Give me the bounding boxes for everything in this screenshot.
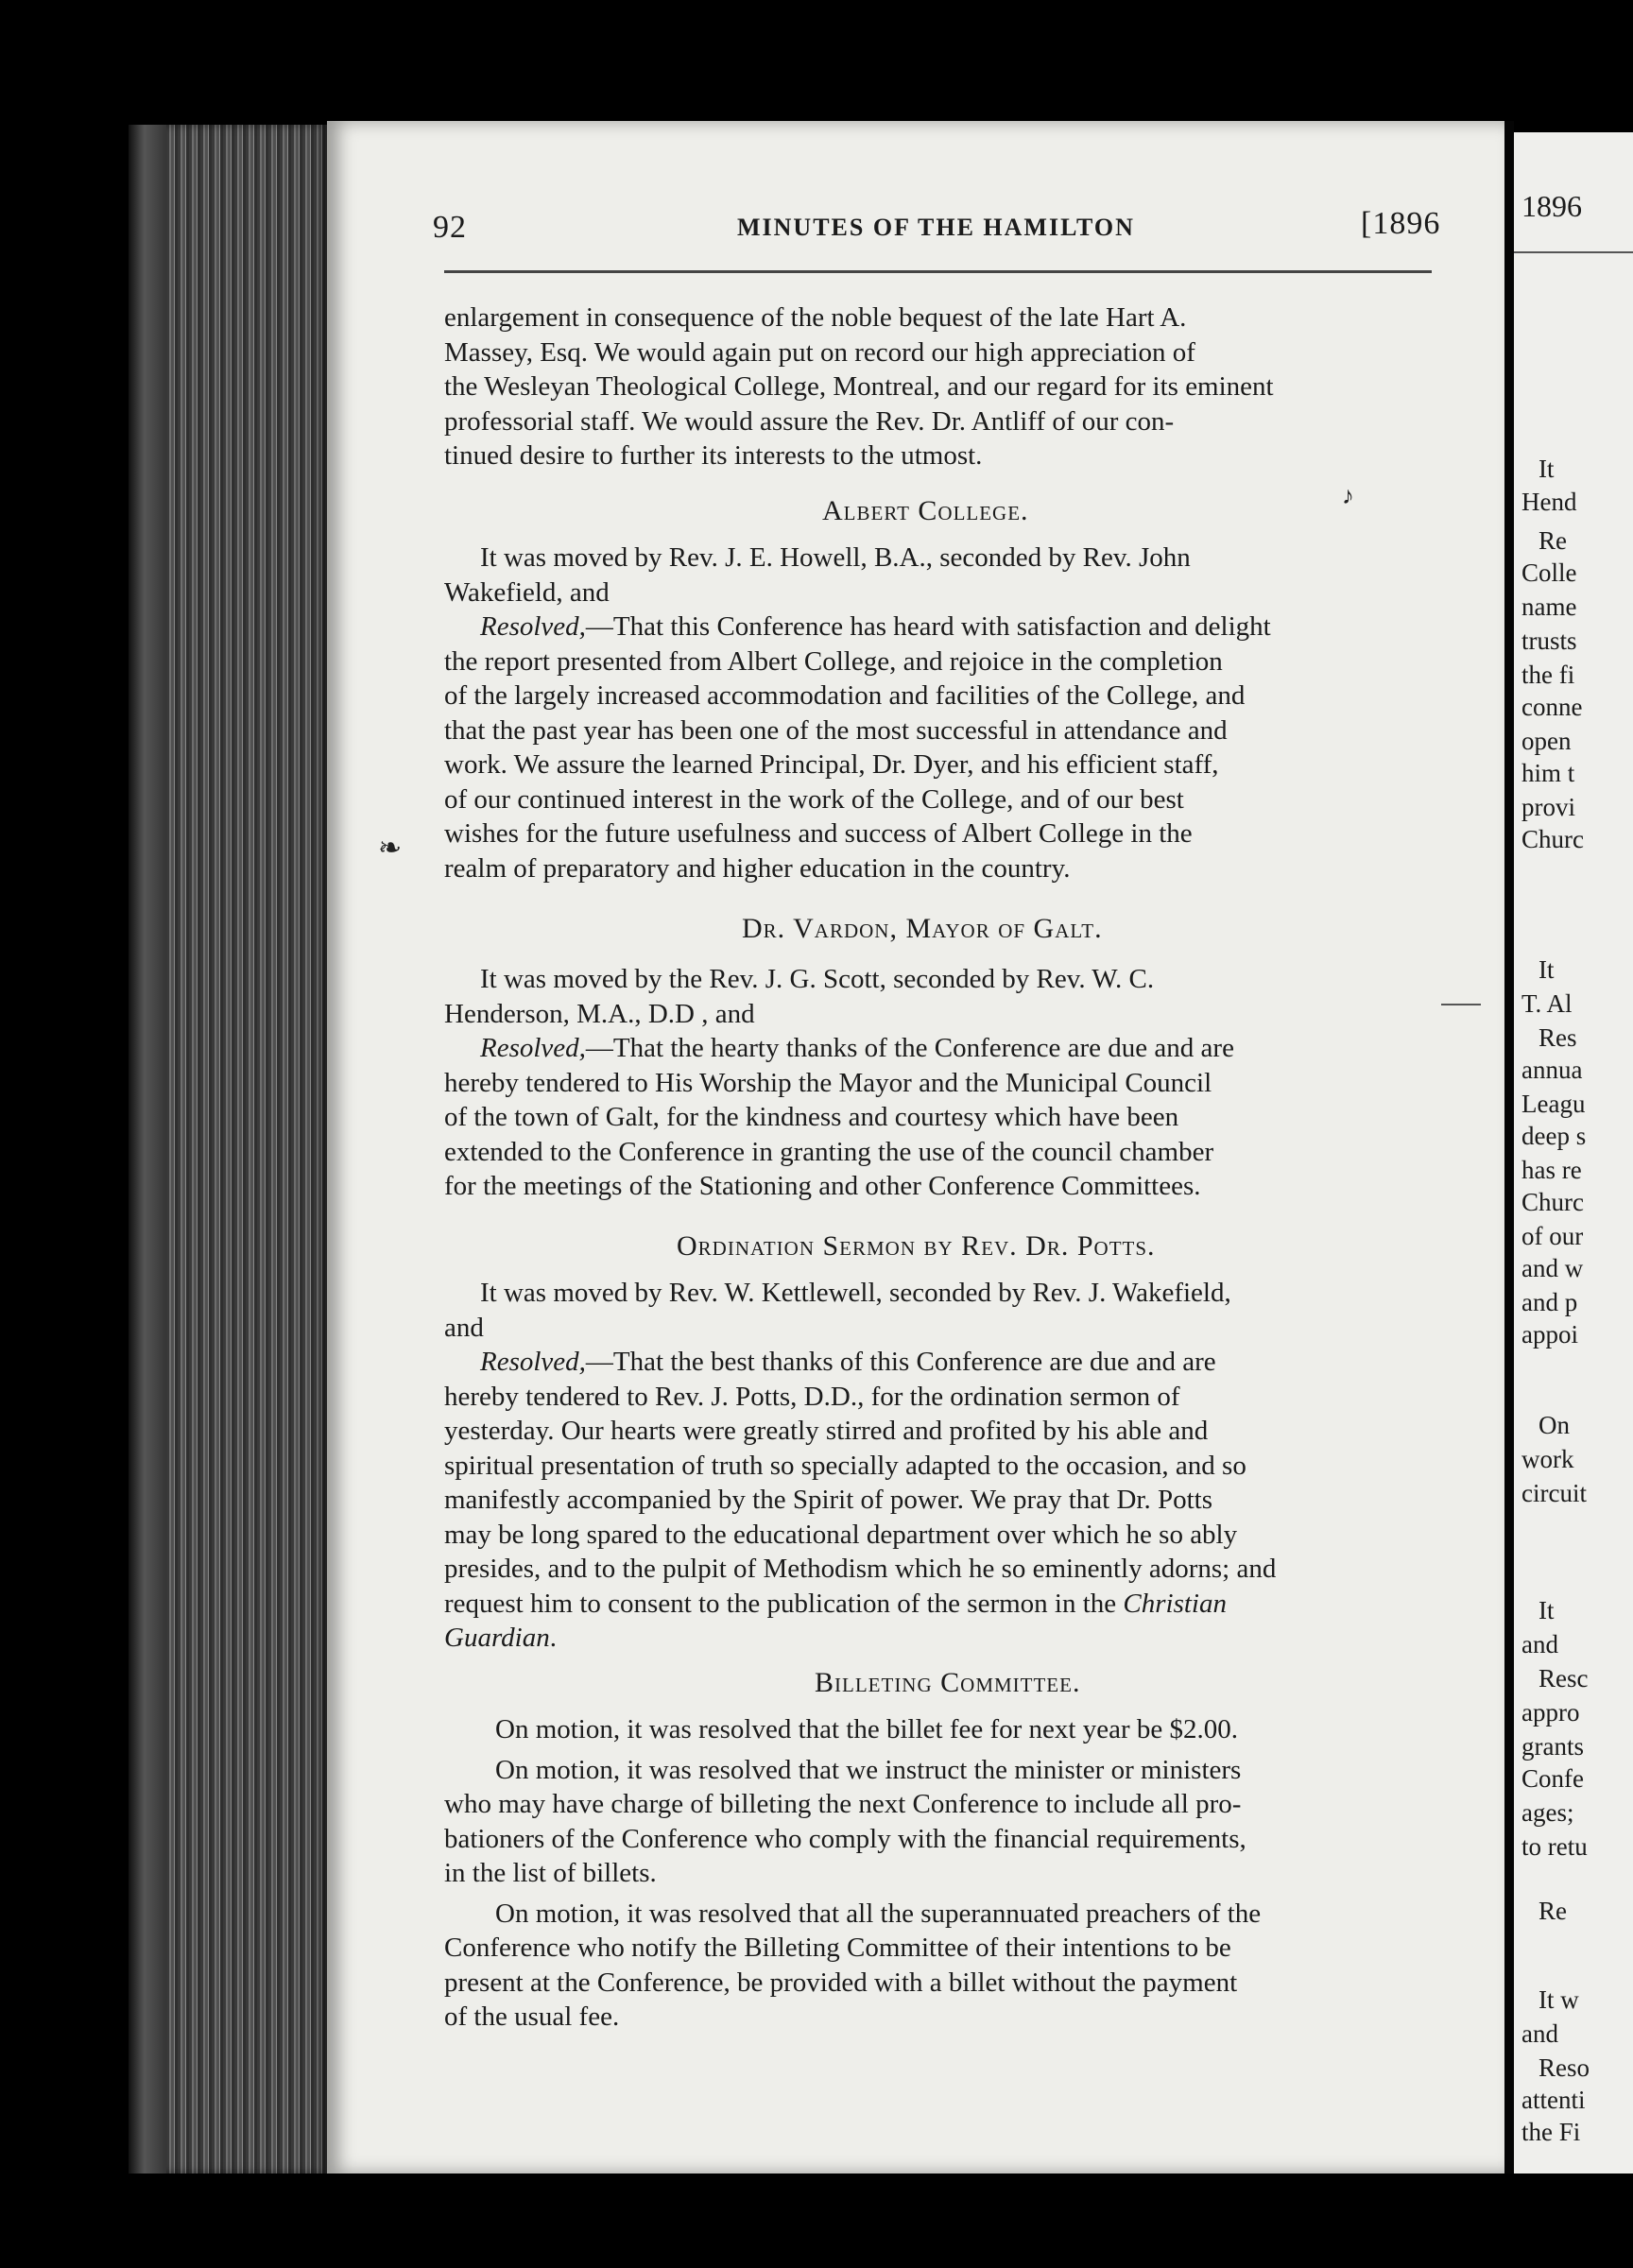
text-span: request him to consent to the publication of the sermon in the — [444, 1588, 1124, 1619]
resolved-text: —That this Conference has heard with satisfaction and delight — [585, 611, 1271, 642]
next-page-line: conne — [1521, 693, 1583, 721]
text-line: wishes for the future usefulness and success of Albert College in the — [444, 818, 1193, 849]
text-line: the Wesleyan Theological College, Montreal, and our regard for its eminent — [444, 371, 1274, 402]
margin-rule — [1441, 1004, 1481, 1005]
next-page-line: attenti — [1521, 2086, 1586, 2114]
resolved-line — [480, 610, 1271, 644]
text-line: of the town of Galt, for the kindness and courtesy which have been — [444, 1102, 1179, 1132]
next-page-line: Confe — [1521, 1764, 1584, 1793]
next-page-line: Churc — [1521, 825, 1584, 853]
next-page-line: On — [1538, 1411, 1570, 1439]
page-year: [1896 — [1361, 206, 1441, 241]
right-page-fragment — [1514, 132, 1633, 2174]
next-page-rule — [1514, 251, 1633, 253]
next-page-line: provi — [1521, 793, 1575, 821]
next-page-line: annua — [1521, 1056, 1583, 1084]
motion-line: Wakefield, and — [444, 576, 610, 608]
next-page-year: 1896 — [1521, 189, 1582, 223]
next-page-line: Re — [1538, 526, 1567, 555]
section-heading-billeting: Billeting Committee. — [815, 1667, 1081, 1698]
text-line: presides, and to the pulpit of Methodism which he so eminently adorns; and — [444, 1554, 1277, 1584]
text-line: of the usual fee. — [444, 2002, 620, 2032]
next-page-line: Re — [1538, 1897, 1567, 1925]
text-line: hereby tendered to Rev. J. Potts, D.D., for the ordination sermon of — [444, 1381, 1180, 1412]
text-line: for the meetings of the Stationing and other Conference Committees. — [444, 1171, 1201, 1201]
next-page-line: appoi — [1521, 1320, 1578, 1349]
text-line: the report presented from Albert College, and rejoice in the completion — [444, 645, 1223, 677]
resolved-label: Resolved, — [480, 611, 586, 642]
next-page-line: It w — [1538, 1985, 1579, 2014]
text-line: Massey, Esq. We would again put on record our high appreciation of — [444, 336, 1195, 368]
next-page-line: ages; — [1521, 1798, 1574, 1827]
next-page-line: of our — [1521, 1222, 1584, 1250]
text-line: On motion, it was resolved that we instruct the minister or ministers — [495, 1754, 1242, 1785]
text-line: that the past year has been one of the most successful in attendance and — [444, 714, 1228, 746]
text-line: realm of preparatory and higher education in the country. — [444, 852, 1071, 884]
text-line: of our continued interest in the work of the College, and of our best — [444, 783, 1184, 815]
text-line: tinued desire to further its interests to the utmost. — [444, 440, 983, 471]
text-line: in the list of billets. — [444, 1858, 657, 1888]
next-page-line: appro — [1521, 1698, 1580, 1727]
next-page-line: open — [1521, 727, 1572, 755]
section-heading-vardon: Dr. Vardon, Mayor of Galt. — [742, 913, 1103, 944]
next-page-line: Resc — [1538, 1664, 1589, 1692]
next-page-line: and — [1521, 1630, 1558, 1658]
resolved-text: —That the hearty thanks of the Conference are due and are — [585, 1033, 1234, 1063]
next-page-line: name — [1521, 593, 1577, 621]
next-page-line: Reso — [1538, 2053, 1590, 2082]
header-rule — [444, 270, 1432, 273]
next-page-line: It — [1538, 455, 1555, 483]
section-heading-potts: Ordination Sermon by Rev. Dr. Potts. — [677, 1230, 1156, 1262]
next-page-line: It — [1538, 955, 1555, 984]
resolved-line — [480, 1345, 1216, 1379]
next-page-line: Res — [1538, 1023, 1577, 1052]
motion-line: and — [444, 1312, 484, 1343]
stray-mark: ❧ — [378, 833, 403, 864]
text-line: manifestly accompanied by the Spirit of power. We pray that Dr. Potts — [444, 1485, 1212, 1515]
page-edges — [166, 125, 329, 2174]
resolved-label: Resolved, — [480, 1347, 586, 1377]
next-page-line: and w — [1521, 1254, 1584, 1282]
next-page-line: the Fi — [1521, 2118, 1581, 2146]
next-page-line: and — [1521, 2019, 1558, 2048]
text-line: On motion, it was resolved that the billet fee for next year be $2.00. — [495, 1714, 1239, 1744]
text-line: present at the Conference, be provided with a billet without the payment — [444, 1967, 1238, 1998]
next-page-line: Churc — [1521, 1188, 1584, 1216]
next-page-line: has re — [1521, 1156, 1582, 1184]
text-line: yesterday. Our hearts were greatly stirred and profited by his able and — [444, 1416, 1209, 1446]
text-line: On motion, it was resolved that all the superannuated preachers of the — [495, 1898, 1262, 1929]
text-line: who may have charge of billeting the next Conference to include all pro- — [444, 1789, 1242, 1819]
next-page-line: and p — [1521, 1288, 1578, 1316]
next-page-line: Colle — [1521, 558, 1577, 587]
next-page-line: It — [1538, 1596, 1555, 1624]
next-page-line: to retu — [1521, 1832, 1588, 1861]
motion-line: It was moved by Rev. J. E. Howell, B.A., seconded by Rev. John — [480, 542, 1191, 573]
text-line: hereby tendered to His Worship the Mayor and the Municipal Council — [444, 1067, 1212, 1098]
next-page-line: him t — [1521, 759, 1575, 787]
next-page-line: grants — [1521, 1732, 1584, 1761]
resolved-text: —That the best thanks of this Conference are due and are — [585, 1347, 1216, 1377]
next-page-line: work — [1521, 1445, 1574, 1473]
running-title: MINUTES OF THE HAMILTON — [737, 214, 1135, 241]
italic-title: Guardian — [444, 1623, 550, 1653]
next-page-line: trusts — [1521, 627, 1577, 655]
section-heading-albert: Albert College. — [822, 495, 1029, 526]
italic-title: Christian — [1123, 1588, 1227, 1619]
text-line: professorial staff. We would assure the Rev. Dr. Antliff of our con- — [444, 405, 1175, 437]
motion-line: Henderson, M.A., D.D , and — [444, 998, 755, 1029]
text-line: may be long spared to the educational department over which he so ably — [444, 1519, 1238, 1550]
text-line: of the largely increased accommodation and facilities of the College, and — [444, 680, 1246, 711]
text-line: enlargement in consequence of the noble bequest of the late Hart A. — [444, 302, 1187, 333]
text-line — [444, 1621, 557, 1655]
next-page-line: deep s — [1521, 1122, 1587, 1150]
gutter — [1504, 121, 1514, 2174]
motion-line: It was moved by Rev. W. Kettlewell, seconded by Rev. J. Wakefield, — [480, 1278, 1231, 1308]
resolved-line — [480, 1031, 1234, 1065]
text-line: work. We assure the learned Principal, Dr. Dyer, and his efficient staff, — [444, 749, 1219, 780]
text-line: spiritual presentation of truth so specially adapted to the occasion, and so — [444, 1450, 1246, 1481]
text-line: Conference who notify the Billeting Committee of their intentions to be — [444, 1933, 1231, 1963]
next-page-line: T. Al — [1521, 989, 1573, 1018]
next-page-line: circuit — [1521, 1479, 1587, 1507]
page-number: 92 — [433, 210, 467, 245]
text-span: . — [549, 1623, 557, 1653]
next-page-line: Hend — [1521, 488, 1577, 516]
next-page-line: the fi — [1521, 661, 1575, 689]
pencil-mark: ♪ — [1342, 482, 1354, 509]
motion-line: It was moved by the Rev. J. G. Scott, seconded by Rev. W. C. — [480, 964, 1155, 994]
next-page-line: Leagu — [1521, 1090, 1586, 1118]
text-line — [444, 1587, 1227, 1621]
book-edge-shadow — [129, 125, 168, 2174]
text-line: extended to the Conference in granting the use of the council chamber — [444, 1136, 1214, 1167]
text-line: bationers of the Conference who comply with the financial requirements, — [444, 1823, 1246, 1854]
resolved-label: Resolved, — [480, 1033, 586, 1063]
